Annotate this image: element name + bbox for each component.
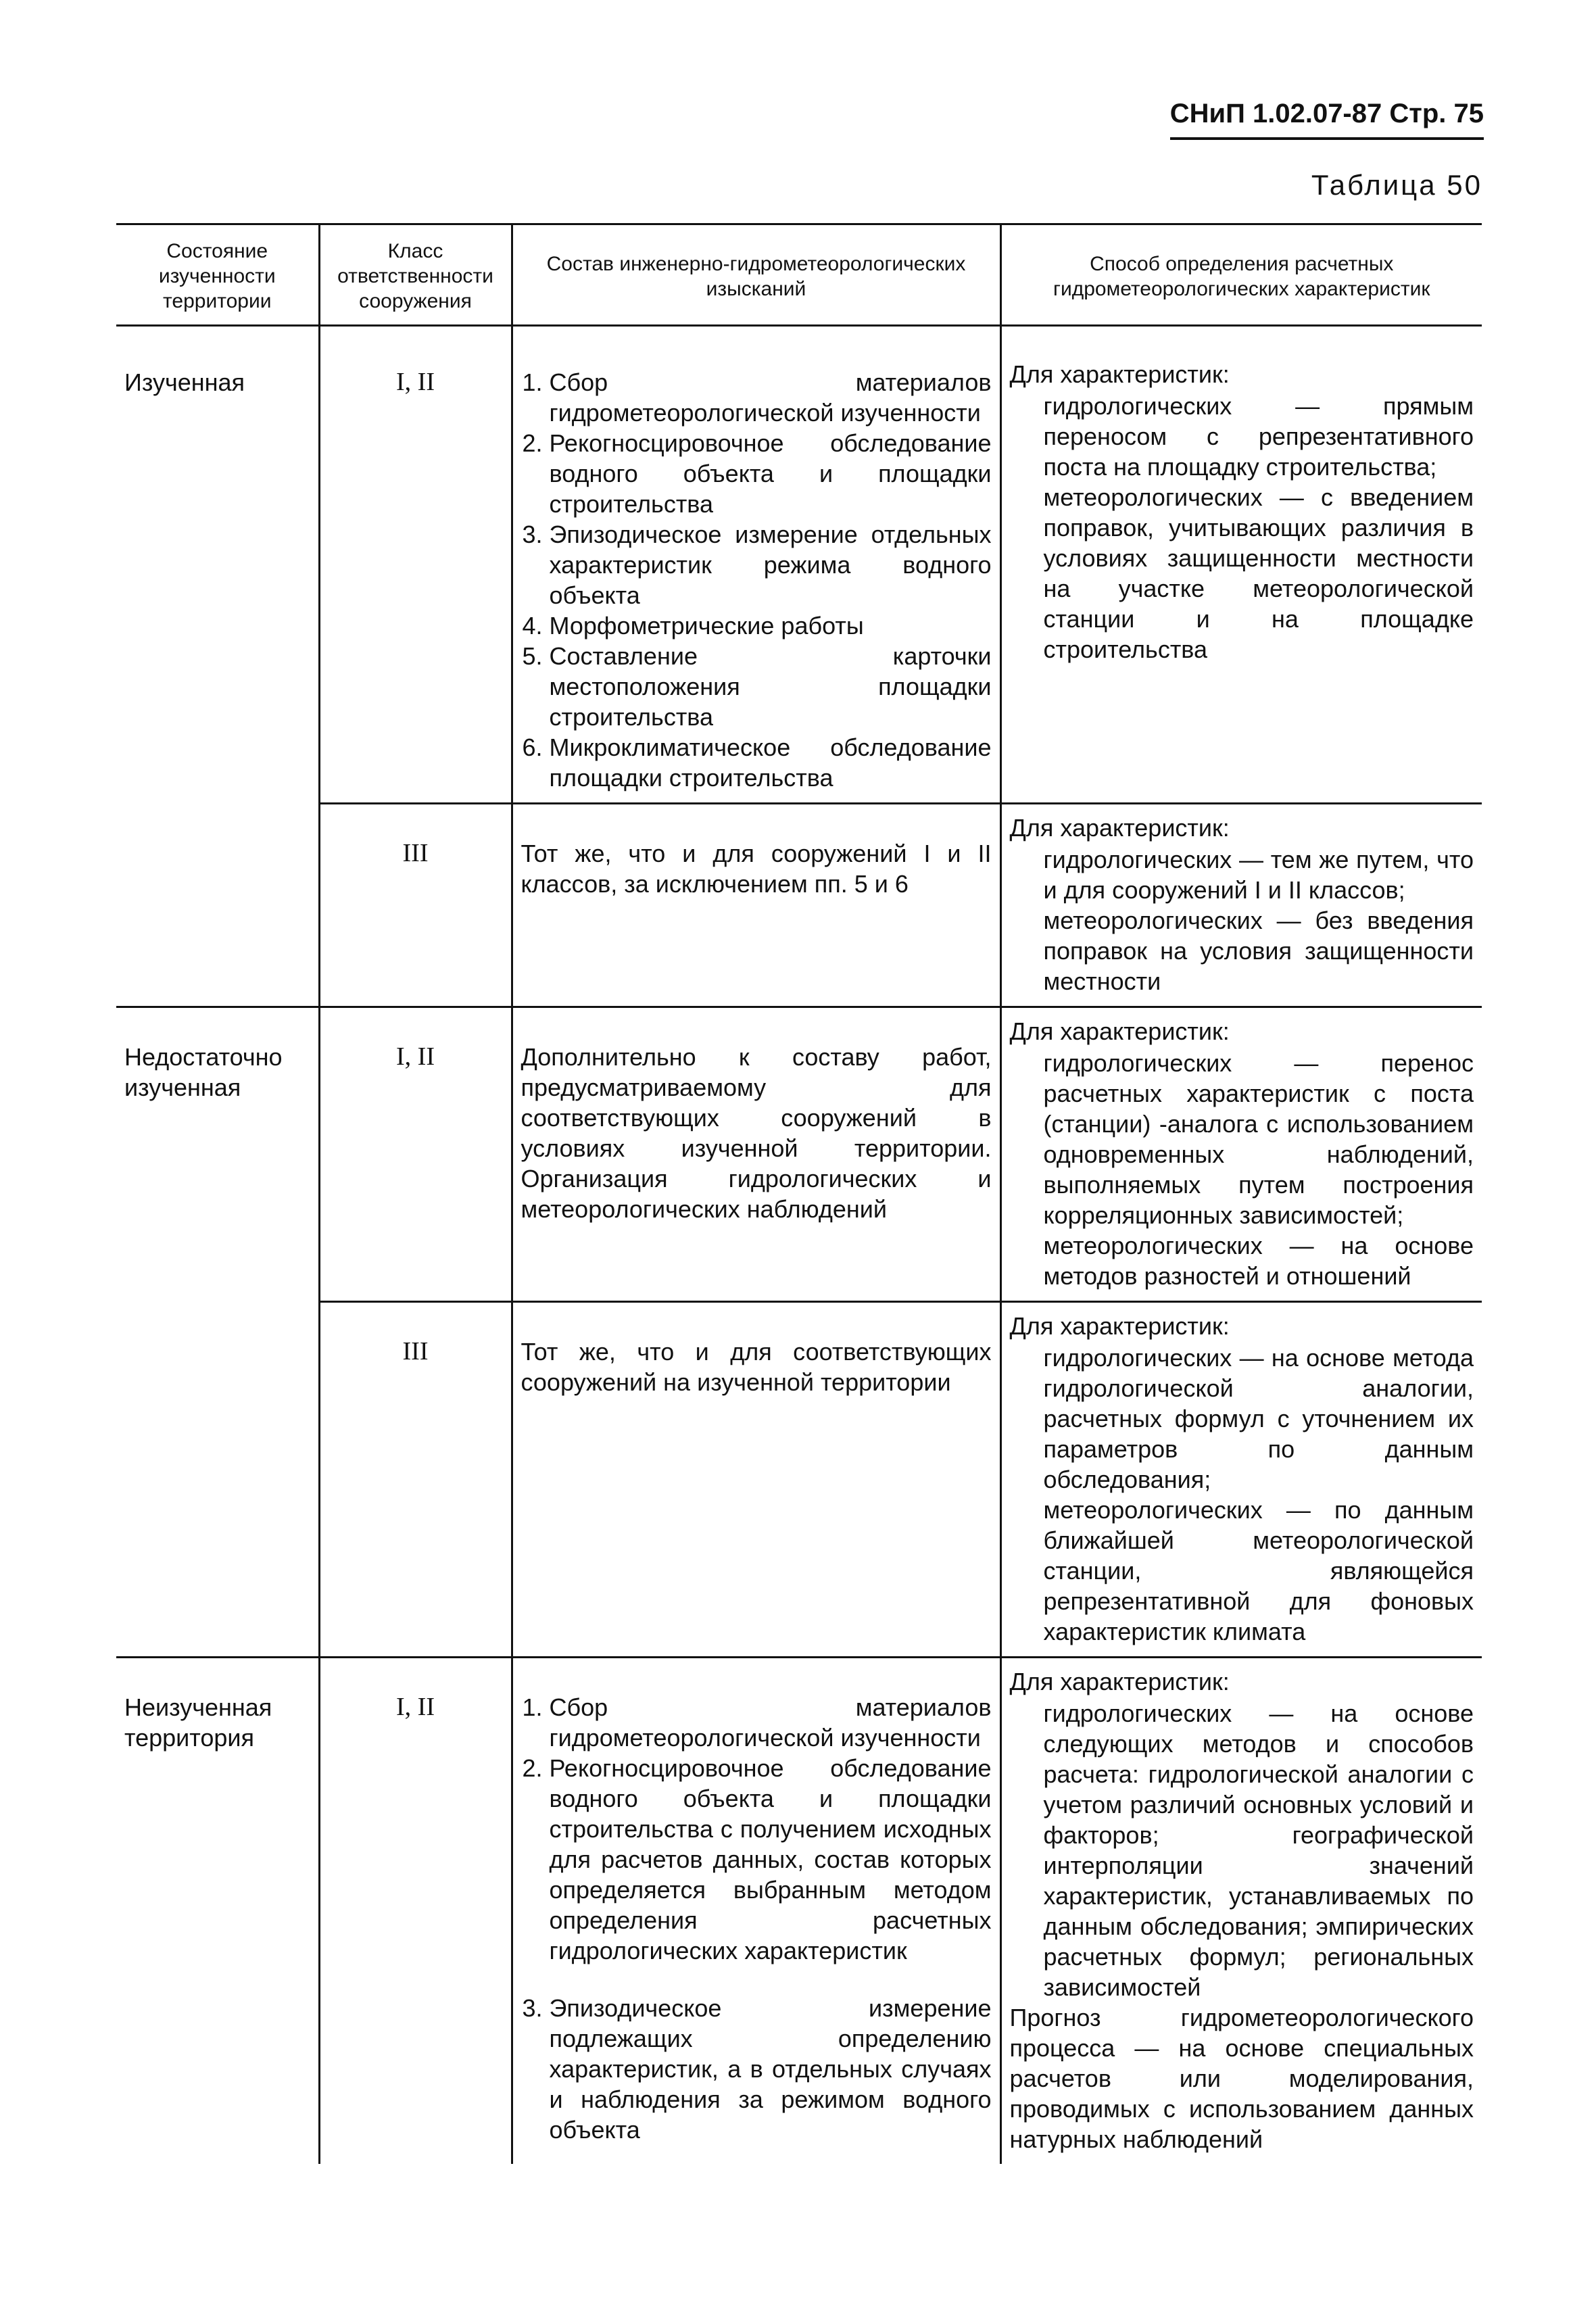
table-row <box>116 1007 1482 1302</box>
page-header: СНиП 1.02.07-87 Стр. 75 <box>1170 99 1484 140</box>
cell-state: Неизученная территория <box>116 1658 319 2165</box>
cell-method <box>1000 1007 1482 1302</box>
method-part: метеорологических — по данным ближайшей метеорологической станции, являющейся репрезентативной для фоновых характеристик климата <box>1043 1496 1474 1645</box>
list-item: 1. Сбор материалов гидрометеорологической изученности <box>550 367 992 428</box>
cell-composition <box>512 326 1000 804</box>
method-part: гидрологических — на основе следующих методов и способов расчета: гидрологической аналогии с учетом различий основных условий и факторов; географической интерполяции значений характеристик, устанавливаемых по данным обследования; эмпирических расчетных формул; региональных зависимостей <box>1043 1699 1474 2001</box>
cell-composition <box>512 1658 1000 2165</box>
cell-class: I, II <box>319 1007 512 1302</box>
cell-class: I, II <box>319 326 512 804</box>
method-part: гидрологических — на основе метода гидрологической аналогии, расчетных формул с уточнением их параметров по данным обследования; <box>1043 1344 1474 1493</box>
table-row <box>116 326 1482 804</box>
cell-class: III <box>319 1302 512 1658</box>
cell-class: III <box>319 804 512 1007</box>
list-item: 3. Эпизодическое измерение отдельных характеристик режима водного объекта <box>550 519 992 610</box>
method-part: гидрологических — перенос расчетных характеристик с поста (станции) -аналога с использованием одновременных наблюдений, выполняемых путем построения корреляционных зависимостей; <box>1043 1049 1474 1229</box>
list-item: 6. Микроклиматическое обследование площадки строительства <box>550 732 992 793</box>
cell-state <box>116 1302 319 1658</box>
col-header-class: Класс ответственности сооружения <box>319 224 512 326</box>
col-header-method: Способ определения расчетных гидрометеорологических характеристик <box>1000 224 1482 326</box>
method-part: метеорологических — с введением поправок, учитывающих различия в условиях защищенности местности на участке метеорологической станции и на площадке строительства <box>1043 483 1474 663</box>
list-item: 2. Рекогносцировочное обследование водного объекта и площадки строительства с получением исходных для расчетов данных, состав которых определяется выбранным методом определения расчетных гидрологических характеристик <box>550 1753 992 1966</box>
col-header-composition: Состав инженерно-гидрометеорологических изысканий <box>512 224 1000 326</box>
cell-composition: Дополнительно к составу работ, предусматриваемому для соответствующих сооружений в условиях изученной территории. Организация гидрологических и метеорологических наблюдений <box>512 1007 1000 1302</box>
list-item: 3. Эпизодическое измерение подлежащих определению характеристик, а в отдельных случаях и наблюдения за режимом водного объекта <box>550 1993 992 2145</box>
cell-method <box>1000 326 1482 804</box>
method-lead: Для характеристик: <box>1009 360 1230 388</box>
list-item: 4. Морфометрические работы <box>550 610 992 641</box>
method-part: гидрологических — тем же путем, что и для сооружений I и II классов; <box>1043 846 1474 904</box>
cell-method <box>1000 1302 1482 1658</box>
cell-composition: Тот же, что и для сооружений I и II классов, за исключением пп. 5 и 6 <box>512 804 1000 1007</box>
method-part: метеорологических — без введения поправок на условия защищенности местности <box>1043 907 1474 995</box>
cell-class: I, II <box>319 1658 512 2165</box>
cell-method <box>1000 804 1482 1007</box>
table-row <box>116 1302 1482 1658</box>
cell-state: Изученная <box>124 368 245 396</box>
list-item: 2. Рекогносцировочное обследование водного объекта и площадки строительства <box>550 428 992 519</box>
col-header-state: Состояние изученности территории <box>116 224 319 326</box>
table-header-row <box>116 224 1482 326</box>
method-part: гидрологических — прямым переносом с репрезентативного поста на площадку строительства; <box>1043 392 1474 481</box>
list-item: 1. Сбор материалов гидрометеорологической изученности <box>550 1692 992 1753</box>
table-row <box>116 1658 1482 2165</box>
table-row <box>116 804 1482 1007</box>
table-label: Таблица 50 <box>1311 169 1482 201</box>
method-part: метеорологических — на основе методов разностей и отношений <box>1043 1232 1474 1290</box>
method-lead: Для характеристик: <box>1009 1668 1230 1695</box>
method-forecast: Прогноз гидрометеорологического процесса — на основе специальных расчетов или моделирования, проводимых с использованием данных натурных наблюдений <box>1009 2004 1474 2153</box>
cell-state: Недостаточно изученная <box>116 1007 319 1302</box>
table-50 <box>116 223 1482 2164</box>
method-lead: Для характеристик: <box>1009 1017 1230 1045</box>
method-lead: Для характеристик: <box>1009 814 1230 842</box>
list-item: 5. Составление карточки местоположения площадки строительства <box>550 641 992 732</box>
cell-method <box>1000 1658 1482 2165</box>
cell-composition: Тот же, что и для соответствующих сооружений на изученной территории <box>512 1302 1000 1658</box>
cell-state <box>116 804 319 1007</box>
method-lead: Для характеристик: <box>1009 1312 1230 1340</box>
